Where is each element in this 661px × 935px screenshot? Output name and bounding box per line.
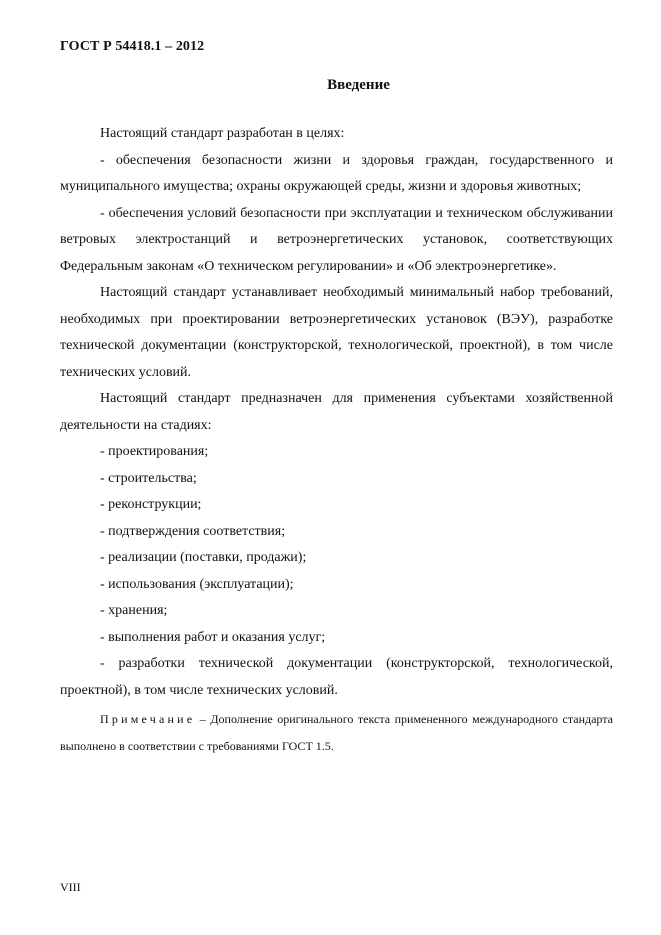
- stages-list: [60, 439, 613, 651]
- list-item: - подтверждения соответствия;: [100, 523, 286, 539]
- list-item: - реализации (поставки, продажи);: [100, 550, 307, 565]
- page-number: VIII: [60, 880, 81, 894]
- list-item: - проектирования;: [100, 444, 209, 459]
- goal-safety-paragraph: - обеспечения безопасности жизни и здоровья граждан, государственного и муниципального имущества; охраны окружающей среды, жизни и здоровья животных;: [60, 152, 613, 194]
- list-item: - реконструкции;: [100, 497, 202, 512]
- document-header: ГОСТ Р 54418.1 – 2012: [60, 39, 205, 54]
- requirements-paragraph: Настоящий стандарт устанавливает необходимый минимальный набор требований, необходимых при проектировании ветроэнергетических установок (ВЭУ), разработке технической документации (конструкторской, технологической, проектной), в том числе технических условий.: [60, 285, 613, 380]
- list-item: - хранения;: [100, 603, 168, 618]
- note-text: – Дополнение оригинального текста примененного международного стандарта выполнено в соответствии с требованиями ГОСТ 1.5.: [60, 712, 613, 753]
- goal-operation-paragraph: - обеспечения условий безопасности при эксплуатации и техническом обслуживании ветровых электростанций и ветроэнергетических установок, соответствующих Федеральным законам «О техническом регулировании» и «Об электроэнергетике».: [60, 205, 613, 274]
- list-item: - строительства;: [100, 470, 197, 486]
- purpose-paragraph: Настоящий стандарт предназначен для применения субъектами хозяйственной деятельности на стадиях:: [60, 391, 613, 433]
- section-title: Введение: [327, 77, 390, 93]
- list-item: - использования (эксплуатации);: [100, 576, 294, 592]
- note-paragraph: [60, 706, 613, 760]
- document-body: [60, 121, 613, 760]
- intro-paragraph: Настоящий стандарт разработан в целях:: [100, 126, 345, 141]
- note-label: Примечание: [100, 712, 196, 726]
- list-item: - выполнения работ и оказания услуг;: [100, 629, 326, 645]
- documentation-paragraph: - разработки технической документации (конструкторской, технологической, проектной), в том числе технических условий.: [60, 656, 613, 698]
